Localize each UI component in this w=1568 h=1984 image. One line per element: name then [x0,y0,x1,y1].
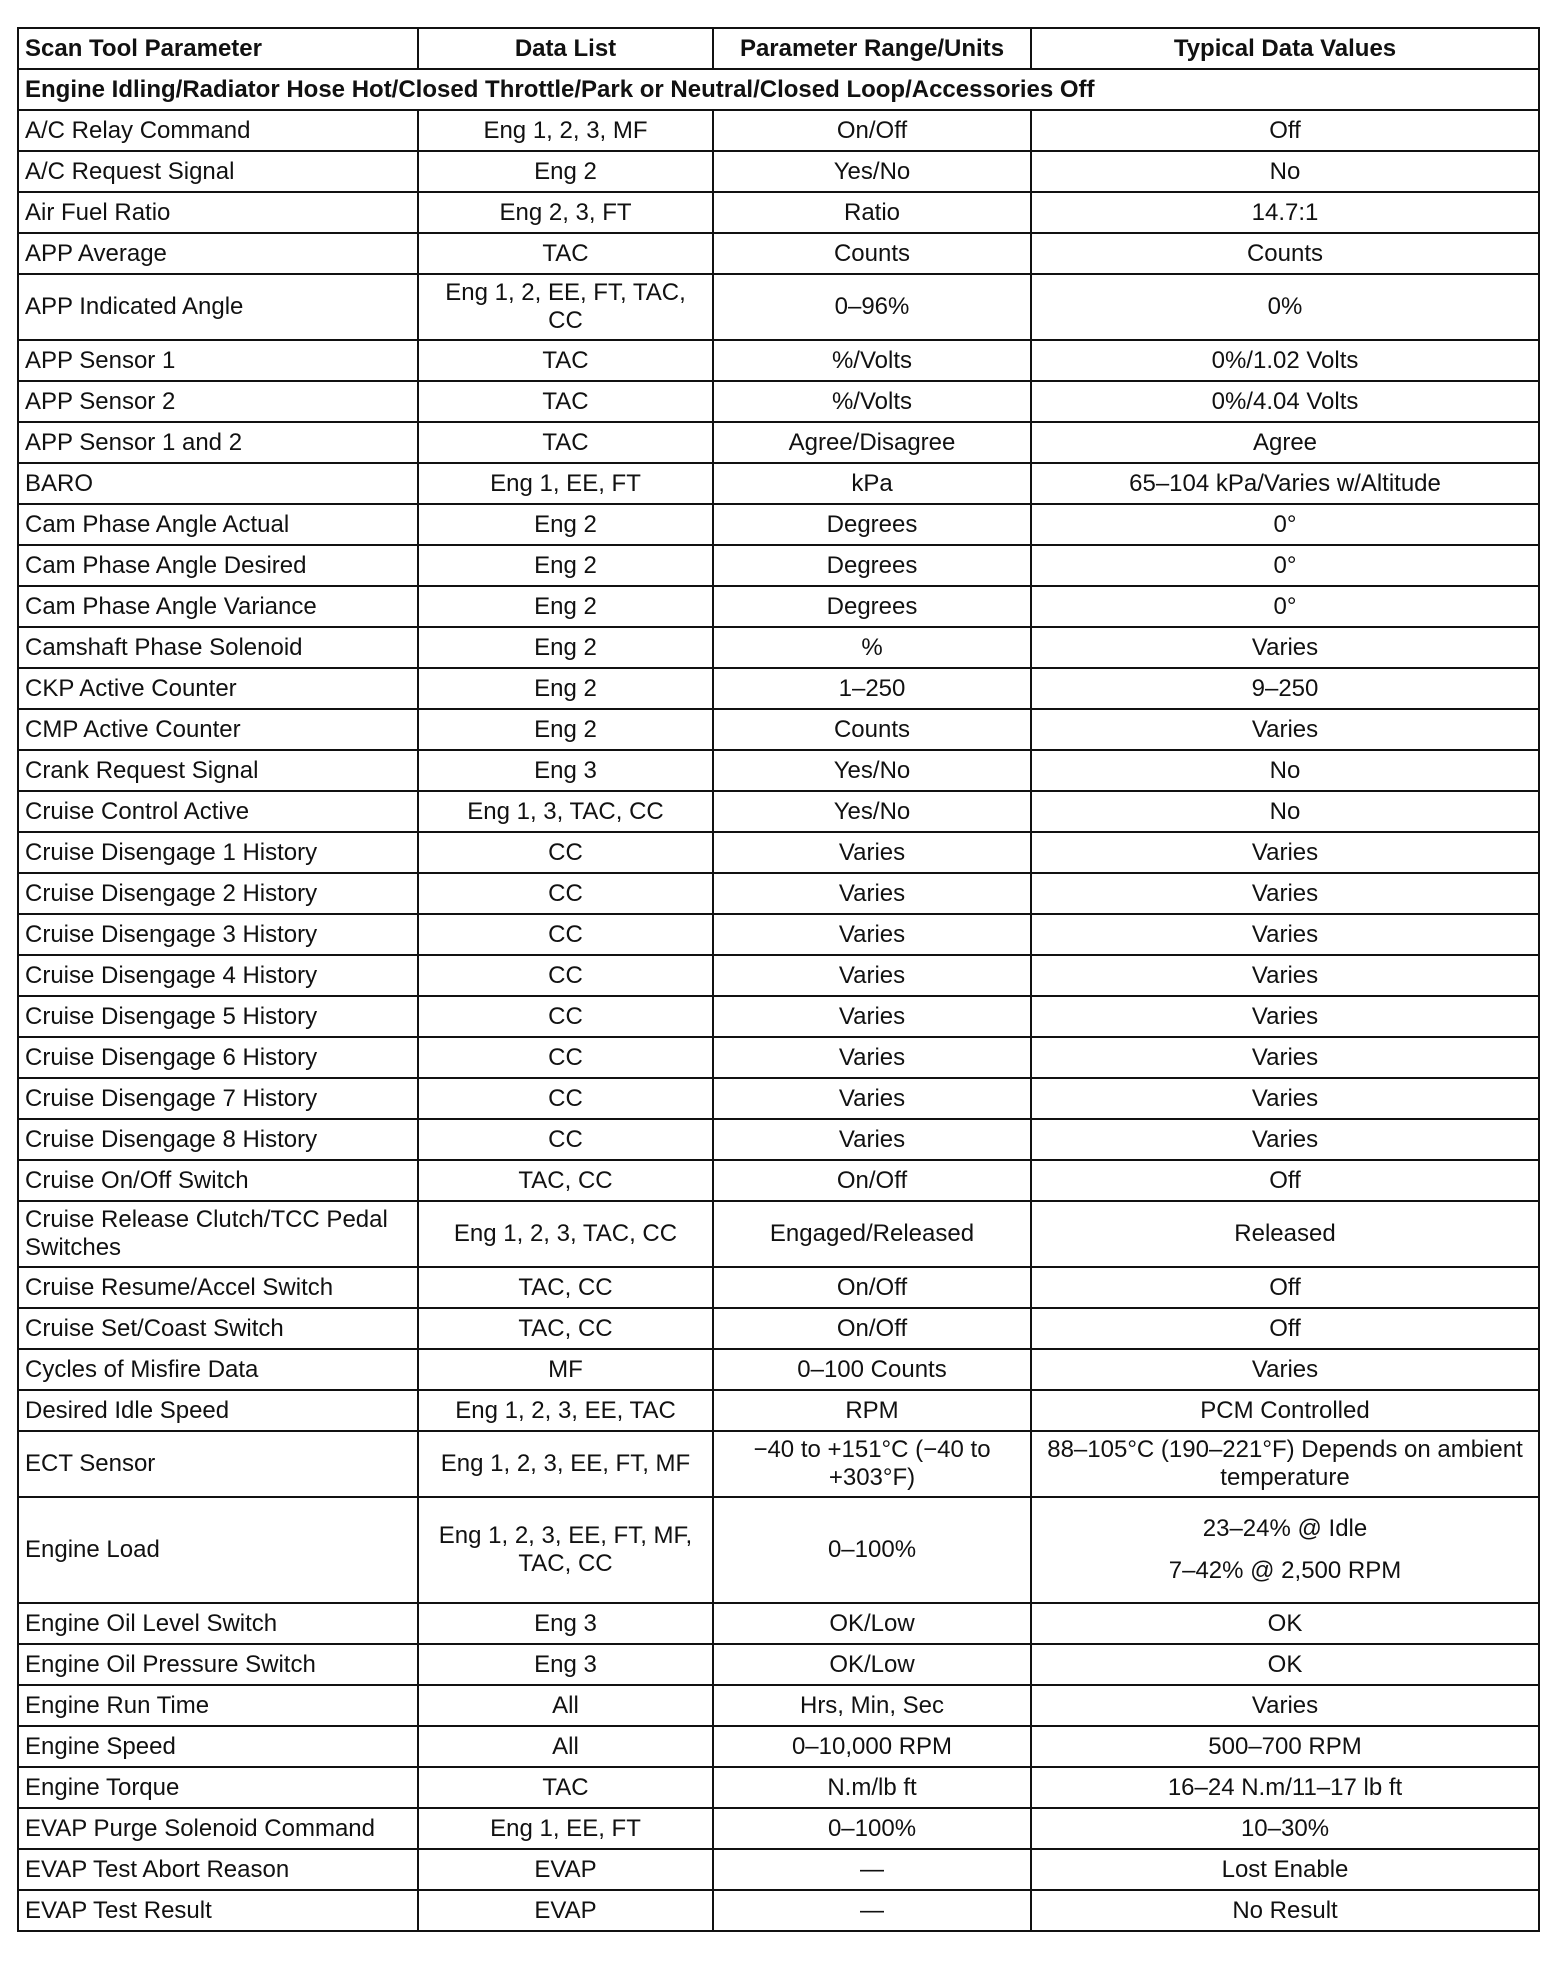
data-list-cell: Eng 1, 2, 3, EE, TAC [418,1390,713,1431]
table-row [18,110,1539,151]
table-row [18,791,1539,832]
table-row [18,1890,1539,1931]
range-cell: Counts [713,233,1031,274]
table-row [18,873,1539,914]
param-cell: Engine Oil Level Switch [18,1603,418,1644]
param-cell: ECT Sensor [18,1431,418,1497]
data-list-cell: Eng 1, 2, 3, TAC, CC [418,1201,713,1267]
table-row [18,545,1539,586]
param-cell: Cruise Release Clutch/TCC Pedal Switches [18,1201,418,1267]
param-cell: Desired Idle Speed [18,1390,418,1431]
typical-cell: 88–105°C (190–221°F) Depends on ambient temperature [1031,1431,1539,1497]
table-row [18,422,1539,463]
typical-cell: 0%/4.04 Volts [1031,381,1539,422]
table-row [18,955,1539,996]
data-list-cell: Eng 1, EE, FT [418,463,713,504]
table-row [18,832,1539,873]
typical-cell: OK [1031,1603,1539,1644]
range-cell: % [713,627,1031,668]
typical-cell: Off [1031,1267,1539,1308]
typical-cell: 0° [1031,545,1539,586]
param-cell: Cruise Disengage 7 History [18,1078,418,1119]
range-cell: 0–100 Counts [713,1349,1031,1390]
typical-cell: No [1031,750,1539,791]
range-cell: Varies [713,873,1031,914]
typical-cell: Varies [1031,955,1539,996]
typical-cell: 0%/1.02 Volts [1031,340,1539,381]
column-header: Scan Tool Parameter [18,28,418,69]
param-cell: Crank Request Signal [18,750,418,791]
table-row [18,1685,1539,1726]
param-cell: Engine Oil Pressure Switch [18,1644,418,1685]
param-cell: Cruise Disengage 4 History [18,955,418,996]
param-cell: Cruise Disengage 6 History [18,1037,418,1078]
param-cell: Air Fuel Ratio [18,192,418,233]
range-cell: — [713,1890,1031,1931]
param-cell: CMP Active Counter [18,709,418,750]
table-row [18,233,1539,274]
data-list-cell: All [418,1685,713,1726]
data-list-cell: Eng 3 [418,750,713,791]
typical-cell: 65–104 kPa/Varies w/Altitude [1031,463,1539,504]
scan-tool-data-table [17,27,1540,1932]
table-row [18,750,1539,791]
data-list-cell: Eng 1, 2, EE, FT, TAC, CC [418,274,713,340]
table-row [18,381,1539,422]
param-cell: Cruise Resume/Accel Switch [18,1267,418,1308]
typical-cell: Varies [1031,627,1539,668]
param-cell: A/C Request Signal [18,151,418,192]
param-cell: APP Sensor 2 [18,381,418,422]
table-row [18,1267,1539,1308]
typical-cell: 0% [1031,274,1539,340]
data-list-cell: CC [418,955,713,996]
table-row [18,709,1539,750]
range-cell: Degrees [713,586,1031,627]
typical-cell: 14.7:1 [1031,192,1539,233]
range-cell: −40 to +151°C (−40 to +303°F) [713,1431,1031,1497]
param-cell: APP Average [18,233,418,274]
typical-cell: 16–24 N.m/11–17 lb ft [1031,1767,1539,1808]
typical-line: 23–24% @ Idle [1202,1515,1368,1542]
typical-cell: No [1031,791,1539,832]
data-list-cell: Eng 2 [418,151,713,192]
param-cell: Engine Torque [18,1767,418,1808]
data-list-cell: Eng 1, 2, 3, EE, FT, MF [418,1431,713,1497]
data-list-cell: CC [418,996,713,1037]
typical-cell: Varies [1031,1078,1539,1119]
table-row [18,1390,1539,1431]
table-row [18,1349,1539,1390]
typical-cell: 500–700 RPM [1031,1726,1539,1767]
data-list-cell: EVAP [418,1890,713,1931]
table-row [18,1644,1539,1685]
range-cell: Degrees [713,504,1031,545]
data-list-cell: Eng 1, 2, 3, EE, FT, MF, TAC, CC [418,1497,713,1603]
data-list-cell: CC [418,832,713,873]
typical-cell: Counts [1031,233,1539,274]
data-list-cell: Eng 2 [418,668,713,709]
param-cell: Cam Phase Angle Actual [18,504,418,545]
range-cell: %/Volts [713,340,1031,381]
typical-cell: Varies [1031,832,1539,873]
data-list-cell: TAC, CC [418,1267,713,1308]
table-row [18,668,1539,709]
table-row [18,151,1539,192]
range-cell: Varies [713,1037,1031,1078]
range-cell: OK/Low [713,1603,1031,1644]
param-cell: Cruise Disengage 5 History [18,996,418,1037]
typical-cell: Varies [1031,1685,1539,1726]
typical-cell: Varies [1031,1349,1539,1390]
table-row [18,586,1539,627]
range-cell: — [713,1849,1031,1890]
table-row [18,1849,1539,1890]
typical-cell: No [1031,151,1539,192]
data-list-cell: TAC, CC [418,1160,713,1201]
param-cell: Engine Run Time [18,1685,418,1726]
typical-cell [1031,1497,1539,1603]
range-cell: Degrees [713,545,1031,586]
data-list-cell: CC [418,1078,713,1119]
param-cell: EVAP Test Result [18,1890,418,1931]
document-page [17,27,1538,1932]
param-cell: Cruise Disengage 3 History [18,914,418,955]
data-list-cell: TAC [418,1767,713,1808]
typical-cell: Varies [1031,996,1539,1037]
param-cell: CKP Active Counter [18,668,418,709]
range-cell: Hrs, Min, Sec [713,1685,1031,1726]
param-cell: BARO [18,463,418,504]
data-list-cell: TAC [418,422,713,463]
data-list-cell: Eng 2 [418,709,713,750]
typical-cell: Varies [1031,1119,1539,1160]
typical-cell: OK [1031,1644,1539,1685]
data-list-cell: Eng 2 [418,545,713,586]
param-cell: Camshaft Phase Solenoid [18,627,418,668]
table-row [18,1431,1539,1497]
param-cell: APP Sensor 1 and 2 [18,422,418,463]
typical-line: 7–42% @ 2,500 RPM [1168,1557,1402,1584]
data-list-cell: Eng 1, 3, TAC, CC [418,791,713,832]
range-cell: Agree/Disagree [713,422,1031,463]
typical-cell: Varies [1031,873,1539,914]
param-cell: APP Sensor 1 [18,340,418,381]
typical-cell: Lost Enable [1031,1849,1539,1890]
param-cell: Cruise Disengage 1 History [18,832,418,873]
range-cell: Engaged/Released [713,1201,1031,1267]
range-cell: Varies [713,996,1031,1037]
data-list-cell: TAC [418,381,713,422]
table-row [18,1201,1539,1267]
data-list-cell: Eng 3 [418,1603,713,1644]
param-cell: Cruise Control Active [18,791,418,832]
param-cell: Cam Phase Angle Desired [18,545,418,586]
table-row [18,1497,1539,1603]
table-row [18,1767,1539,1808]
column-header: Parameter Range/Units [713,28,1031,69]
range-cell: Counts [713,709,1031,750]
data-list-cell: Eng 3 [418,1644,713,1685]
param-cell: Cam Phase Angle Variance [18,586,418,627]
table-row [18,340,1539,381]
param-cell: EVAP Test Abort Reason [18,1849,418,1890]
typical-cell: Released [1031,1201,1539,1267]
data-list-cell: TAC [418,340,713,381]
column-header: Typical Data Values [1031,28,1539,69]
table-row [18,1603,1539,1644]
table-row [18,996,1539,1037]
param-cell: Engine Speed [18,1726,418,1767]
data-list-cell: MF [418,1349,713,1390]
param-cell: Engine Load [18,1497,418,1603]
section-row [18,69,1539,110]
range-cell: On/Off [713,1160,1031,1201]
table-row [18,1808,1539,1849]
param-cell: Cycles of Misfire Data [18,1349,418,1390]
range-cell: Varies [713,832,1031,873]
param-cell: Cruise On/Off Switch [18,1160,418,1201]
range-cell: Yes/No [713,750,1031,791]
param-cell: Cruise Disengage 2 History [18,873,418,914]
typical-cell: Off [1031,1160,1539,1201]
data-list-cell: CC [418,1037,713,1078]
data-list-cell: CC [418,914,713,955]
param-cell: Cruise Set/Coast Switch [18,1308,418,1349]
column-header: Data List [418,28,713,69]
table-row [18,914,1539,955]
range-cell: 0–10,000 RPM [713,1726,1031,1767]
section-title: Engine Idling/Radiator Hose Hot/Closed Throttle/Park or Neutral/Closed Loop/Accessories Off [18,69,1539,110]
range-cell: Varies [713,955,1031,996]
data-list-cell: Eng 1, 2, 3, MF [418,110,713,151]
range-cell: Yes/No [713,151,1031,192]
table-row [18,627,1539,668]
typical-cell: Off [1031,110,1539,151]
table-row [18,274,1539,340]
table-row [18,1037,1539,1078]
header-row [18,28,1539,69]
data-list-cell: All [418,1726,713,1767]
param-cell: APP Indicated Angle [18,274,418,340]
range-cell: Varies [713,1119,1031,1160]
range-cell: kPa [713,463,1031,504]
typical-cell: PCM Controlled [1031,1390,1539,1431]
line-gap [1038,1543,1532,1557]
table-row [18,504,1539,545]
typical-cell: Varies [1031,914,1539,955]
table-row [18,1308,1539,1349]
range-cell: %/Volts [713,381,1031,422]
typical-cell: Varies [1031,1037,1539,1078]
typical-cell: No Result [1031,1890,1539,1931]
data-list-cell: Eng 2 [418,586,713,627]
data-list-cell: TAC, CC [418,1308,713,1349]
typical-cell: 10–30% [1031,1808,1539,1849]
data-list-cell: Eng 2, 3, FT [418,192,713,233]
range-cell: 0–100% [713,1497,1031,1603]
range-cell: OK/Low [713,1644,1031,1685]
param-cell: EVAP Purge Solenoid Command [18,1808,418,1849]
param-cell: Cruise Disengage 8 History [18,1119,418,1160]
range-cell: N.m/lb ft [713,1767,1031,1808]
param-cell: A/C Relay Command [18,110,418,151]
data-list-cell: CC [418,1119,713,1160]
data-list-cell: CC [418,873,713,914]
data-list-cell: TAC [418,233,713,274]
data-list-cell: EVAP [418,1849,713,1890]
table-row [18,1726,1539,1767]
range-cell: On/Off [713,1308,1031,1349]
range-cell: Varies [713,1078,1031,1119]
range-cell: 0–96% [713,274,1031,340]
typical-cell: Agree [1031,422,1539,463]
typical-cell: 9–250 [1031,668,1539,709]
table-row [18,1078,1539,1119]
range-cell: RPM [713,1390,1031,1431]
range-cell: 1–250 [713,668,1031,709]
data-list-cell: Eng 2 [418,627,713,668]
typical-cell: 0° [1031,504,1539,545]
typical-cell: Off [1031,1308,1539,1349]
table-row [18,1119,1539,1160]
range-cell: Ratio [713,192,1031,233]
typical-cell: Varies [1031,709,1539,750]
data-list-cell: Eng 1, EE, FT [418,1808,713,1849]
table-row [18,192,1539,233]
data-list-cell: Eng 2 [418,504,713,545]
range-cell: 0–100% [713,1808,1031,1849]
range-cell: Yes/No [713,791,1031,832]
table-row [18,463,1539,504]
range-cell: On/Off [713,110,1031,151]
range-cell: On/Off [713,1267,1031,1308]
table-row [18,1160,1539,1201]
range-cell: Varies [713,914,1031,955]
typical-cell: 0° [1031,586,1539,627]
